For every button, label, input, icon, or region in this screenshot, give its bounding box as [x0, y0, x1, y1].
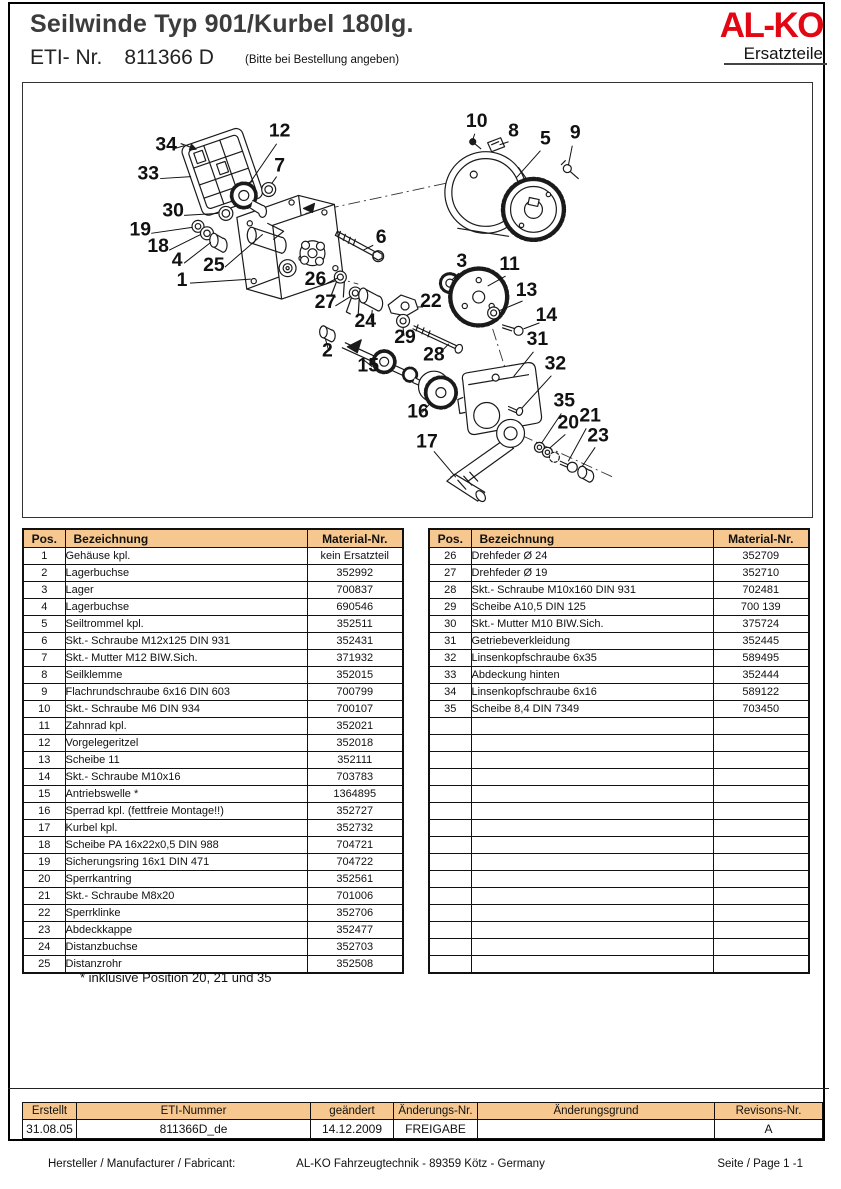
- table-row: [23, 735, 403, 752]
- bezeichnung-cell: Linsenkopfschraube 6x35: [471, 650, 713, 667]
- callout-leader-23: [582, 447, 595, 466]
- part-nut-7: [262, 183, 276, 197]
- eti-number-line: [30, 46, 214, 70]
- table-row: [429, 769, 809, 786]
- revision-table: [22, 1102, 823, 1139]
- callout-leader-33: [160, 177, 191, 179]
- callout-number-7: 7: [274, 154, 286, 177]
- pos-cell: [429, 718, 471, 735]
- bezeichnung-cell: Lagerbuchse: [65, 599, 307, 616]
- logo-divider: [724, 63, 827, 65]
- material-cell: 352727: [307, 803, 403, 820]
- pos-cell: 23: [23, 922, 65, 939]
- pos-cell: 22: [23, 905, 65, 922]
- pos-cell: 29: [429, 599, 471, 616]
- table-row: [429, 922, 809, 939]
- pos-cell: 15: [23, 786, 65, 803]
- col-header-material: Material-Nr.: [307, 529, 403, 548]
- material-cell: [713, 752, 809, 769]
- pos-cell: 12: [23, 735, 65, 752]
- pos-cell: [429, 820, 471, 837]
- material-cell: 375724: [713, 616, 809, 633]
- pos-cell: 20: [23, 871, 65, 888]
- bezeichnung-cell: Drehfeder Ø 24: [471, 548, 713, 565]
- material-cell: 703783: [307, 769, 403, 786]
- callout-number-23: 23: [587, 424, 609, 447]
- material-cell: 589122: [713, 684, 809, 701]
- pos-cell: 18: [23, 837, 65, 854]
- pos-cell: [429, 888, 471, 905]
- table-row: [23, 922, 403, 939]
- bezeichnung-cell: Lagerbuchse: [65, 565, 307, 582]
- pos-cell: 33: [429, 667, 471, 684]
- material-cell: 589495: [713, 650, 809, 667]
- bezeichnung-cell: Seilklemme: [65, 667, 307, 684]
- material-cell: 352477: [307, 922, 403, 939]
- material-cell: [713, 939, 809, 956]
- parts-table-right: [428, 528, 810, 974]
- eti-label: ETI- Nr.: [30, 46, 103, 69]
- pos-cell: 31: [429, 633, 471, 650]
- table-row: [429, 633, 809, 650]
- callout-number-34: 34: [155, 133, 177, 156]
- pos-cell: 16: [23, 803, 65, 820]
- table-row: [429, 803, 809, 820]
- callout-number-29: 29: [394, 325, 416, 348]
- callout-number-25: 25: [203, 254, 225, 277]
- material-cell: 352703: [307, 939, 403, 956]
- callout-leader-18: [169, 234, 201, 250]
- callout-number-26: 26: [304, 268, 327, 291]
- pos-cell: 19: [23, 854, 65, 871]
- pos-cell: 17: [23, 820, 65, 837]
- material-cell: 352444: [713, 667, 809, 684]
- pos-cell: [429, 871, 471, 888]
- material-cell: 352508: [307, 956, 403, 974]
- revision-value-cell: [478, 1120, 715, 1139]
- material-cell: [713, 837, 809, 854]
- material-cell: [713, 871, 809, 888]
- callout-number-19: 19: [129, 218, 152, 241]
- table-row: [23, 905, 403, 922]
- material-cell: 701006: [307, 888, 403, 905]
- callout-number-30: 30: [162, 199, 184, 222]
- part-pawl-22: [388, 295, 418, 316]
- table-row: [429, 650, 809, 667]
- table-row: [429, 565, 809, 582]
- table-row: [23, 548, 403, 565]
- revision-value-cell: A: [715, 1120, 823, 1139]
- material-cell: [713, 786, 809, 803]
- exploded-diagram: [22, 82, 813, 518]
- callout-number-9: 9: [569, 121, 581, 144]
- pos-cell: 32: [429, 650, 471, 667]
- callout-number-3: 3: [456, 250, 468, 273]
- pos-cell: [429, 735, 471, 752]
- bezeichnung-cell: [471, 820, 713, 837]
- material-cell: [713, 905, 809, 922]
- table-row: [23, 854, 403, 871]
- pos-cell: [429, 769, 471, 786]
- callout-number-16: 16: [407, 400, 429, 423]
- pos-cell: [429, 905, 471, 922]
- callout-number-17: 17: [416, 430, 438, 453]
- pos-cell: [429, 752, 471, 769]
- material-cell: kein Ersatzteil: [307, 548, 403, 565]
- callout-number-2: 2: [322, 339, 333, 362]
- material-cell: 704722: [307, 854, 403, 871]
- bezeichnung-cell: Scheibe 8,4 DIN 7349: [471, 701, 713, 718]
- pos-cell: [429, 939, 471, 956]
- bezeichnung-cell: [471, 939, 713, 956]
- material-cell: [713, 888, 809, 905]
- table-row: [23, 871, 403, 888]
- bezeichnung-cell: Skt.- Schraube M12x125 DIN 931: [65, 633, 307, 650]
- bezeichnung-cell: [471, 786, 713, 803]
- revision-col-header: Änderungsgrund: [478, 1103, 715, 1120]
- part-rope-clamp: [488, 138, 505, 152]
- table-row: [429, 939, 809, 956]
- part-screw-14: [503, 325, 523, 335]
- bezeichnung-cell: Kurbel kpl.: [65, 820, 307, 837]
- pos-cell: 30: [429, 616, 471, 633]
- bezeichnung-cell: [471, 718, 713, 735]
- bezeichnung-cell: [471, 803, 713, 820]
- table-row: [23, 718, 403, 735]
- callout-number-12: 12: [268, 119, 291, 142]
- pos-cell: 24: [23, 939, 65, 956]
- bezeichnung-cell: [471, 837, 713, 854]
- callout-number-27: 27: [314, 290, 337, 313]
- table-row: [429, 871, 809, 888]
- table-row: [23, 837, 403, 854]
- bezeichnung-cell: [471, 888, 713, 905]
- bezeichnung-cell: [471, 735, 713, 752]
- pos-cell: 9: [23, 684, 65, 701]
- bezeichnung-cell: Antriebswelle *: [65, 786, 307, 803]
- revision-value-row: [23, 1120, 823, 1139]
- table-row: [429, 854, 809, 871]
- material-cell: 700107: [307, 701, 403, 718]
- callout-number-18: 18: [147, 235, 169, 258]
- bezeichnung-cell: Skt.- Schraube M10x16: [65, 769, 307, 786]
- pos-cell: 26: [429, 548, 471, 565]
- table-row: [23, 684, 403, 701]
- eti-number: 811366 D: [124, 46, 214, 69]
- callout-number-11: 11: [499, 253, 520, 276]
- material-cell: 352021: [307, 718, 403, 735]
- revision-col-header: Erstellt: [23, 1103, 77, 1120]
- alko-logo: AL-KO: [719, 6, 823, 45]
- pos-cell: 6: [23, 633, 65, 650]
- part-bushing-4: [210, 233, 227, 252]
- bezeichnung-cell: Abdeckkappe: [65, 922, 307, 939]
- bezeichnung-cell: Drehfeder Ø 19: [471, 565, 713, 582]
- bezeichnung-cell: Gehäuse kpl.: [65, 548, 307, 565]
- callout-leader-19: [151, 227, 192, 233]
- callout-leader-9: [568, 146, 572, 166]
- material-cell: 352018: [307, 735, 403, 752]
- pos-cell: 21: [23, 888, 65, 905]
- winch-parts: [180, 127, 594, 504]
- winch-exploded-drawing: [23, 83, 812, 517]
- pos-cell: 10: [23, 701, 65, 718]
- callout-number-33: 33: [137, 162, 160, 185]
- table-row: [429, 718, 809, 735]
- bezeichnung-cell: [471, 769, 713, 786]
- revision-col-header: ETI-Nummer: [77, 1103, 311, 1120]
- callout-number-32: 32: [544, 352, 567, 375]
- parts-table-left: [22, 528, 404, 974]
- page-title: Seilwinde Typ 901/Kurbel 180lg.: [30, 10, 414, 38]
- callout-number-4: 4: [171, 249, 183, 272]
- manufacturer-label: Hersteller / Manufacturer / Fabricant:: [48, 1158, 236, 1170]
- revision-value-cell: 14.12.2009: [311, 1120, 394, 1139]
- callout-leader-20: [549, 434, 565, 448]
- pos-cell: 7: [23, 650, 65, 667]
- bezeichnung-cell: [471, 854, 713, 871]
- page-number: Seite / Page 1 -1: [717, 1158, 803, 1170]
- material-cell: 703450: [713, 701, 809, 718]
- bezeichnung-cell: [471, 905, 713, 922]
- material-cell: 352732: [307, 820, 403, 837]
- material-cell: 371932: [307, 650, 403, 667]
- pos-cell: 14: [23, 769, 65, 786]
- table-row: [429, 905, 809, 922]
- pos-cell: [429, 803, 471, 820]
- pos-cell: [429, 956, 471, 974]
- table-row: [429, 667, 809, 684]
- table-row: [23, 565, 403, 582]
- pos-cell: 28: [429, 582, 471, 599]
- bezeichnung-cell: Getriebeverkleidung: [471, 633, 713, 650]
- bezeichnung-cell: Skt.- Schraube M8x20: [65, 888, 307, 905]
- col-header-bezeichnung: Bezeichnung: [471, 529, 713, 548]
- revision-value-cell: 811366D_de: [77, 1120, 311, 1139]
- table-row: [23, 803, 403, 820]
- material-cell: [713, 803, 809, 820]
- table-row: [23, 616, 403, 633]
- table-row: [23, 786, 403, 803]
- pos-cell: 3: [23, 582, 65, 599]
- callout-leader-1: [190, 279, 251, 283]
- pos-cell: 27: [429, 565, 471, 582]
- bezeichnung-cell: Skt.- Schraube M10x160 DIN 931: [471, 582, 713, 599]
- material-cell: 352511: [307, 616, 403, 633]
- manufacturer-address: AL-KO Fahrzeugtechnik - 89359 Kötz - Germany: [296, 1158, 545, 1170]
- content-divider: [8, 1088, 829, 1089]
- pos-cell: [429, 922, 471, 939]
- bezeichnung-cell: Sperrkantring: [65, 871, 307, 888]
- material-cell: 352992: [307, 565, 403, 582]
- callout-number-6: 6: [375, 226, 387, 249]
- page-footer: [0, 1158, 841, 1178]
- pos-cell: 11: [23, 718, 65, 735]
- bezeichnung-cell: Scheibe 11: [65, 752, 307, 769]
- table-row: [23, 888, 403, 905]
- table-row: [23, 820, 403, 837]
- callout-number-20: 20: [557, 411, 580, 434]
- bezeichnung-cell: Scheibe A10,5 DIN 125: [471, 599, 713, 616]
- table-header-row: [429, 529, 809, 548]
- revision-value-cell: 31.08.05: [23, 1120, 77, 1139]
- material-cell: [713, 956, 809, 974]
- col-header-pos: Pos.: [429, 529, 471, 548]
- table-row: [429, 888, 809, 905]
- part-nut-30: [219, 206, 233, 220]
- material-cell: [713, 718, 809, 735]
- callout-leader-7: [272, 177, 277, 184]
- bezeichnung-cell: Sperrad kpl. (fettfreie Montage!!): [65, 803, 307, 820]
- part-spacer-24: [359, 288, 383, 311]
- material-cell: 700 139: [713, 599, 809, 616]
- pos-cell: [429, 786, 471, 803]
- revision-col-header: Revisons-Nr.: [715, 1103, 823, 1120]
- part-screw-10: [470, 139, 481, 149]
- table-row: [23, 582, 403, 599]
- bezeichnung-cell: Skt.- Mutter M12 BIW.Sich.: [65, 650, 307, 667]
- table-row: [23, 650, 403, 667]
- table-row: [429, 752, 809, 769]
- bezeichnung-cell: Sicherungsring 16x1 DIN 471: [65, 854, 307, 871]
- table-row: [23, 752, 403, 769]
- material-cell: 690546: [307, 599, 403, 616]
- pos-cell: 1: [23, 548, 65, 565]
- callout-number-35: 35: [553, 389, 576, 412]
- material-cell: 352111: [307, 752, 403, 769]
- part-washer-13: [488, 307, 500, 319]
- part-gear-11: [450, 268, 508, 326]
- bezeichnung-cell: Zahnrad kpl.: [65, 718, 307, 735]
- table-row: [429, 548, 809, 565]
- bezeichnung-cell: Seiltrommel kpl.: [65, 616, 307, 633]
- table-row: [429, 837, 809, 854]
- callout-number-24: 24: [354, 309, 377, 332]
- bezeichnung-cell: [471, 922, 713, 939]
- callout-number-1: 1: [176, 269, 188, 292]
- table-row: [429, 956, 809, 974]
- table-row: [429, 735, 809, 752]
- bezeichnung-cell: Flachrundschraube 6x16 DIN 603: [65, 684, 307, 701]
- bezeichnung-cell: Vorgelegeritzel: [65, 735, 307, 752]
- col-header-bezeichnung: Bezeichnung: [65, 529, 307, 548]
- callout-number-31: 31: [526, 327, 549, 350]
- order-note: (Bitte bei Bestellung angeben): [245, 54, 400, 66]
- revision-col-header: geändert: [311, 1103, 394, 1120]
- pos-cell: [429, 854, 471, 871]
- table-row: [23, 667, 403, 684]
- bezeichnung-cell: Distanzbuchse: [65, 939, 307, 956]
- material-cell: 1364895: [307, 786, 403, 803]
- bezeichnung-cell: Abdeckung hinten: [471, 667, 713, 684]
- revision-header-row: [23, 1103, 823, 1120]
- callout-leader-17: [434, 451, 456, 477]
- material-cell: [713, 922, 809, 939]
- bezeichnung-cell: Skt.- Mutter M10 BIW.Sich.: [471, 616, 713, 633]
- table-row: [429, 684, 809, 701]
- callout-leader-5: [517, 151, 541, 178]
- part-cable-drum: [445, 152, 564, 241]
- pos-cell: 34: [429, 684, 471, 701]
- table-row: [429, 599, 809, 616]
- revision-col-header: Änderungs-Nr.: [394, 1103, 478, 1120]
- table-row: [429, 616, 809, 633]
- part-screw-9: [561, 161, 578, 179]
- bezeichnung-cell: Sperrklinke: [65, 905, 307, 922]
- table-row: [23, 599, 403, 616]
- material-cell: 352015: [307, 667, 403, 684]
- col-header-pos: Pos.: [23, 529, 65, 548]
- table-row: [23, 633, 403, 650]
- bezeichnung-cell: Scheibe PA 16x22x0,5 DIN 988: [65, 837, 307, 854]
- bezeichnung-cell: Lager: [65, 582, 307, 599]
- table-row: [429, 582, 809, 599]
- material-cell: 352445: [713, 633, 809, 650]
- material-cell: 352561: [307, 871, 403, 888]
- pos-cell: 2: [23, 565, 65, 582]
- material-cell: 352710: [713, 565, 809, 582]
- material-cell: 700799: [307, 684, 403, 701]
- material-cell: [713, 854, 809, 871]
- pos-cell: 8: [23, 667, 65, 684]
- ersatzteile-label: Ersatzteile: [743, 44, 823, 63]
- bezeichnung-cell: [471, 871, 713, 888]
- material-cell: [713, 769, 809, 786]
- table-row: [23, 769, 403, 786]
- table-row: [429, 701, 809, 718]
- material-cell: 700837: [307, 582, 403, 599]
- callout-number-5: 5: [540, 127, 551, 150]
- bezeichnung-cell: Linsenkopfschraube 6x16: [471, 684, 713, 701]
- table-row: [23, 701, 403, 718]
- col-header-material: Material-Nr.: [713, 529, 809, 548]
- callout-number-21: 21: [579, 404, 602, 427]
- part-gear-cover: [458, 363, 542, 435]
- bezeichnung-cell: Skt.- Schraube M6 DIN 934: [65, 701, 307, 718]
- pos-cell: [429, 837, 471, 854]
- pos-cell: 25: [23, 956, 65, 974]
- table-row: [429, 786, 809, 803]
- material-cell: 702481: [713, 582, 809, 599]
- callout-number-8: 8: [508, 119, 519, 142]
- revision-value-cell: FREIGABE: [394, 1120, 478, 1139]
- bezeichnung-cell: Distanzrohr: [65, 956, 307, 974]
- pos-cell: 13: [23, 752, 65, 769]
- table-row: [429, 820, 809, 837]
- callout-number-15: 15: [357, 354, 380, 377]
- material-cell: [713, 735, 809, 752]
- bezeichnung-cell: [471, 956, 713, 974]
- material-cell: [713, 820, 809, 837]
- material-cell: 352709: [713, 548, 809, 565]
- pos-cell: 5: [23, 616, 65, 633]
- pos-cell: 35: [429, 701, 471, 718]
- callout-number-13: 13: [515, 279, 538, 302]
- material-cell: 704721: [307, 837, 403, 854]
- material-cell: 352431: [307, 633, 403, 650]
- callout-number-10: 10: [465, 109, 488, 132]
- table-row: [23, 939, 403, 956]
- footnote: * inklusive Position 20, 21 und 35: [80, 970, 272, 985]
- bezeichnung-cell: [471, 752, 713, 769]
- callout-number-28: 28: [423, 343, 445, 366]
- callout-number-14: 14: [535, 303, 558, 326]
- pos-cell: 4: [23, 599, 65, 616]
- material-cell: 352706: [307, 905, 403, 922]
- table-header-row: [23, 529, 403, 548]
- callout-number-22: 22: [420, 289, 442, 312]
